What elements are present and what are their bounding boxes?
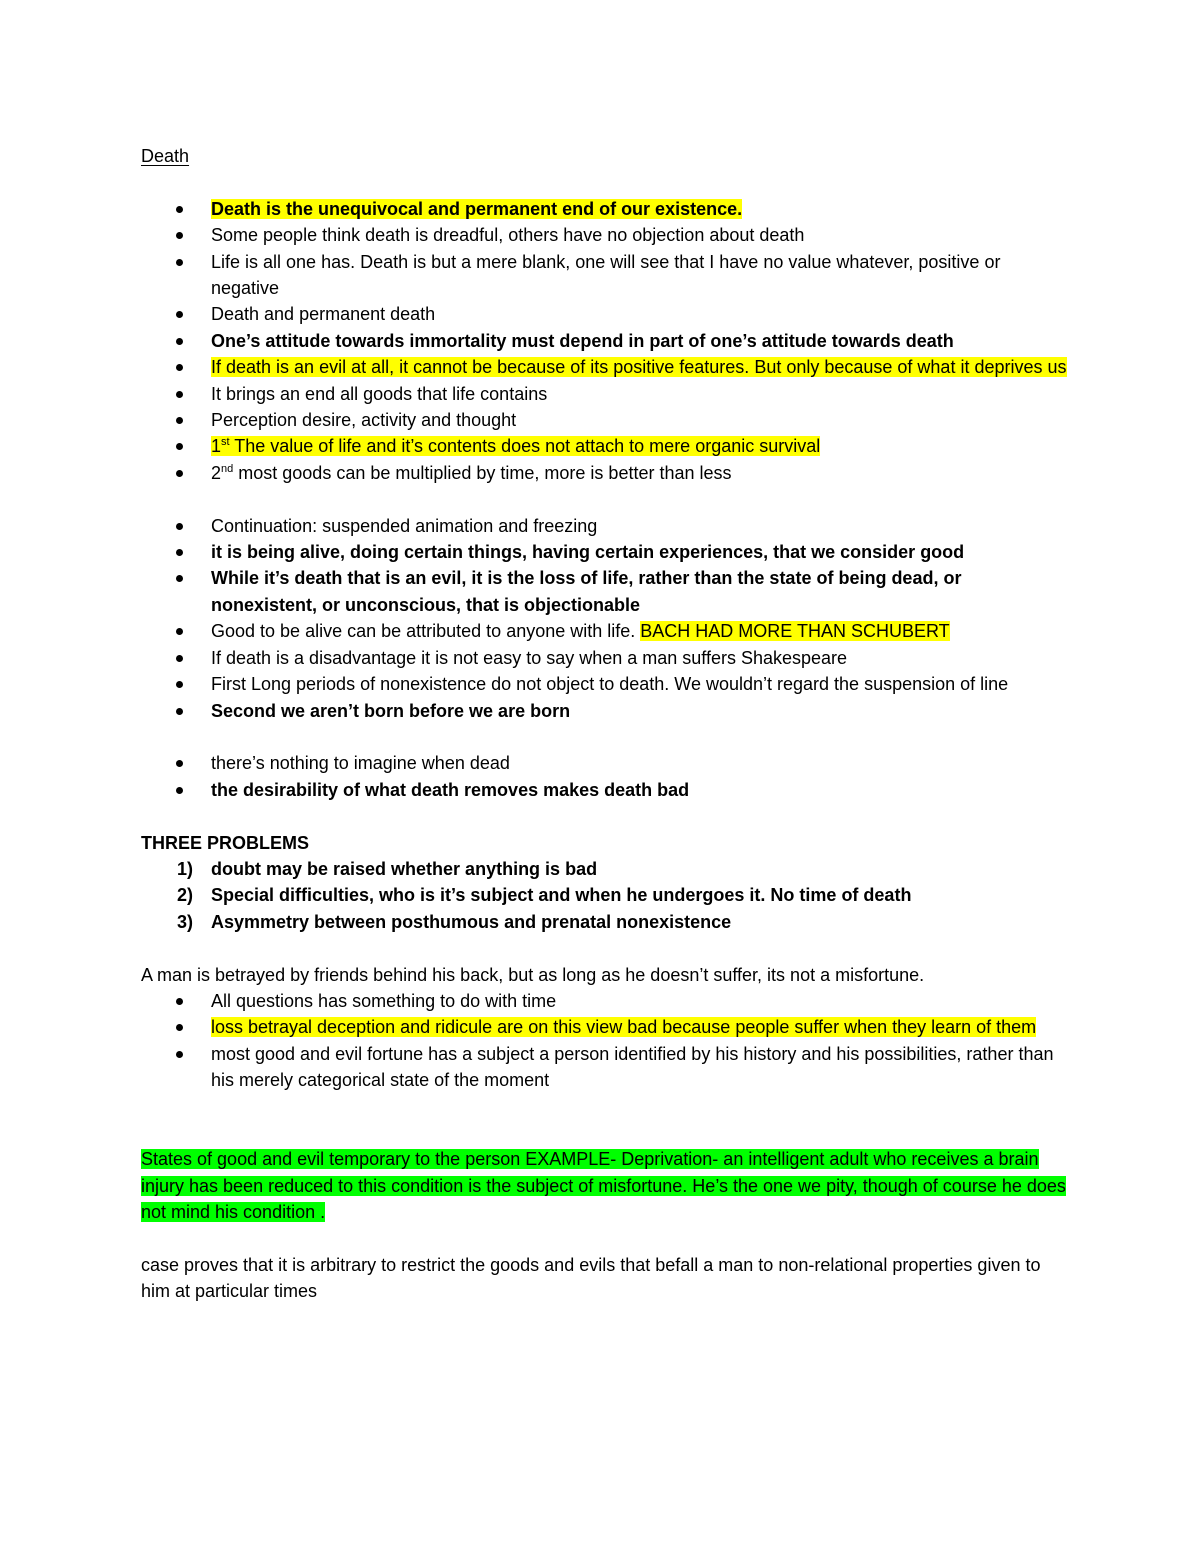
problem-text: doubt may be raised whether anything is bad [211, 858, 598, 879]
bullet-text: Second we aren’t born before we are born [211, 700, 571, 721]
bullet-text: Death and permanent death [211, 304, 436, 325]
bullet-item [141, 750, 1071, 776]
bullet-text: All questions has something to do with time [211, 990, 557, 1011]
betrayal-paragraph: A man is betrayed by friends behind his back, but as long as he doesn’t suffer, its not a misfortune. [141, 964, 925, 985]
problems-list [141, 856, 1071, 935]
bullet-item [141, 1041, 1071, 1094]
bullet-item [141, 565, 1071, 618]
bullet-item [141, 618, 1071, 644]
bullet-text: Good to be alive can be attributed to anyone with life. [211, 621, 641, 642]
bullet-text: there’s nothing to imagine when dead [211, 753, 510, 774]
blank-line [141, 1120, 1071, 1146]
bullet-text: it is being alive, doing certain things, having certain experiences, that we consider good [211, 542, 965, 563]
bullet-item [141, 196, 1071, 222]
bullet-item [141, 433, 1071, 459]
problem-item [141, 882, 1071, 908]
bullet-text: If death is a disadvantage it is not easy to say when a man suffers Shakespeare [211, 647, 848, 668]
bullet-item [141, 513, 1071, 539]
bullet-item [141, 301, 1071, 327]
bullet-item [141, 222, 1071, 248]
problems-heading: THREE PROBLEMS [141, 832, 310, 853]
bullet-item [141, 777, 1071, 803]
green-highlight-text: States of good and evil temporary to the person EXAMPLE- Deprivation- an intelligent adult who receives a brain injury has been reduced to this condition is the subject of misfortune. He’s the one we pity, though of course he does not mind his condition . [141, 1149, 1066, 1223]
problem-number: 1) [177, 858, 194, 879]
bullet-text: Continuation: suspended animation and freezing [211, 515, 598, 536]
highlighted-note: BACH HAD MORE THAN SCHUBERT [640, 621, 950, 642]
bullet-list-intro [141, 196, 1071, 486]
bullet-item [141, 671, 1071, 697]
bullet-text: Perception desire, activity and thought [211, 410, 517, 431]
bullet-item [141, 698, 1071, 724]
problem-text: Asymmetry between posthumous and prenatal nonexistence [211, 911, 732, 932]
bullet-text: If death is an evil at all, it cannot be because of its positive features. But only because of what it deprives us [211, 357, 1067, 378]
bullet-item [141, 249, 1071, 302]
bullet-item [141, 988, 1071, 1014]
bullet-text: Life is all one has. Death is but a mere blank, one will see that I have no value whatever, positive or negative [211, 251, 1001, 299]
bullet-text: First Long periods of nonexistence do not object to death. We wouldn’t regard the suspension of line [211, 674, 1009, 695]
bullet-item [141, 645, 1071, 671]
bullet-text: One’s attitude towards immortality must depend in part of one’s attitude towards death [211, 330, 954, 351]
bullet-item [141, 539, 1071, 565]
ordinal-suffix: nd [221, 462, 234, 475]
bullet-text: Some people think death is dreadful, others have no objection about death [211, 225, 805, 246]
bullet-item [141, 328, 1071, 354]
bullet-text: 2nd most goods can be multiplied by time, more is better than less [211, 462, 732, 483]
blank-line [141, 1094, 1071, 1120]
blank-line [141, 724, 1071, 750]
bullet-list-continuation [141, 513, 1071, 724]
bullet-text: the desirability of what death removes makes death bad [211, 779, 690, 800]
problem-number: 3) [177, 911, 194, 932]
bullet-item [141, 460, 1071, 486]
bullet-text: loss betrayal deception and ridicule are on this view bad because people suffer when they learn of them [211, 1017, 1037, 1038]
problem-item [141, 909, 1071, 935]
ordinal-suffix: st [221, 436, 230, 449]
blank-line [141, 486, 1071, 512]
conclusion-paragraph: case proves that it is arbitrary to restrict the goods and evils that befall a man to non-relational properties given to him at particular times [141, 1254, 1041, 1302]
deprivation-paragraph [141, 1146, 1071, 1225]
bullet-item [141, 381, 1071, 407]
bullet-text: While it’s death that is an evil, it is the loss of life, rather than the state of being dead, or nonexistent, or unconscious, that is objectionable [211, 568, 962, 615]
document-title: Death [141, 146, 190, 166]
blank-line [141, 803, 1071, 829]
bullet-text: most good and evil fortune has a subject a person identified by his history and his possibilities, rather than his merely categorical state of the moment [211, 1043, 1054, 1091]
blank-line [141, 169, 1071, 195]
blank-line [141, 935, 1071, 961]
bullet-text: Death is the unequivocal and permanent end of our existence. [211, 198, 743, 219]
document-page [141, 143, 1071, 1305]
bullet-text: 1st The value of life and it’s contents does not attach to mere organic survival [211, 436, 821, 457]
bullet-item [141, 1014, 1071, 1040]
problem-item [141, 856, 1071, 882]
bullet-list-time [141, 988, 1071, 1094]
problem-number: 2) [177, 885, 194, 906]
blank-line [141, 1226, 1071, 1252]
bullet-text: It brings an end all goods that life contains [211, 383, 548, 404]
bullet-item [141, 407, 1071, 433]
problem-text: Special difficulties, who is it’s subject and when he undergoes it. No time of death [211, 885, 912, 906]
bullet-item [141, 354, 1071, 380]
bullet-list-imagine [141, 750, 1071, 803]
